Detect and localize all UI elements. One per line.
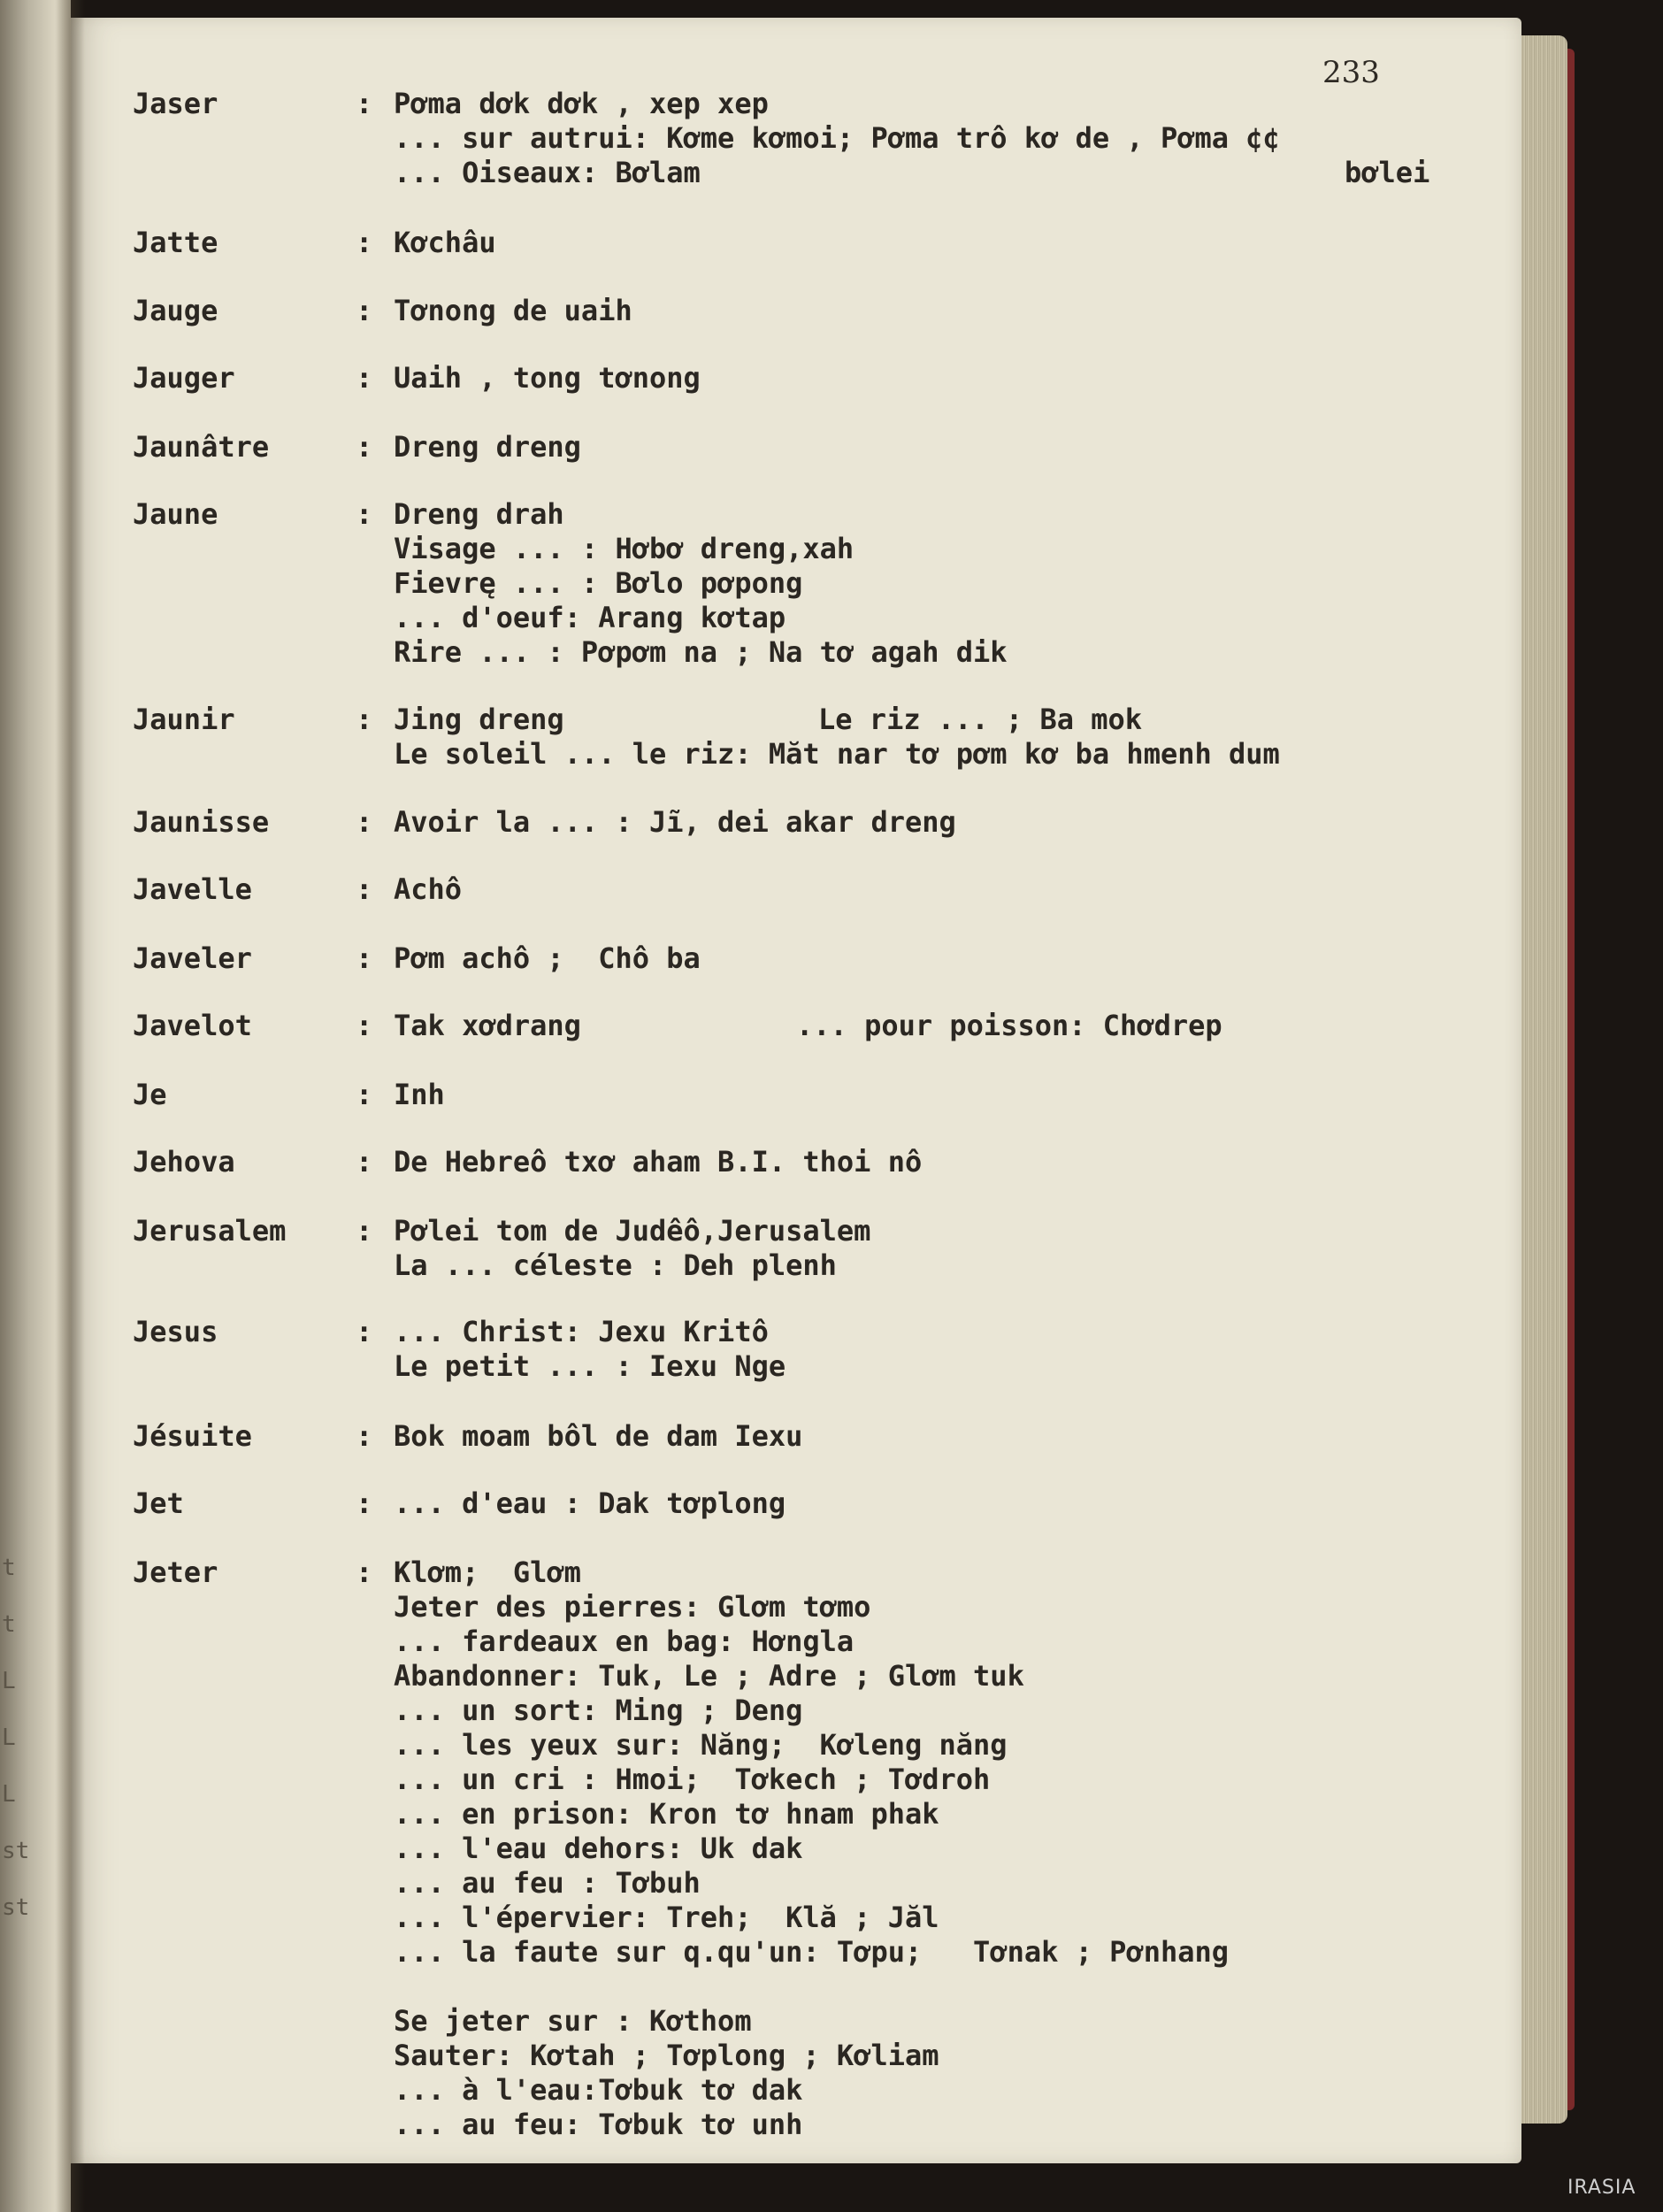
definition-line bbox=[394, 532, 1008, 566]
definition-text: ... à l'eau:Tơbuk tơ dak bbox=[394, 2073, 803, 2107]
margin-mark: L bbox=[2, 1668, 16, 1694]
definition-line bbox=[394, 1797, 1229, 1832]
entry-definitions bbox=[394, 361, 701, 396]
entry-definitions bbox=[394, 1009, 1222, 1043]
definition-text: Fievrę ... : Bơlo pơpong bbox=[394, 566, 803, 600]
entry-headword: Javeler bbox=[133, 941, 252, 975]
entry-definitions bbox=[394, 87, 1430, 190]
definition-line bbox=[394, 1419, 802, 1454]
entry-definitions bbox=[394, 941, 701, 976]
entry-headword: Jaunâtre bbox=[133, 430, 270, 464]
definition-line bbox=[394, 2108, 1229, 2142]
definition-text: ... la faute sur q.qu'un: Tơpu; Tơnak ; Pơnhang bbox=[394, 1935, 1230, 1969]
entry-definitions bbox=[394, 703, 1280, 772]
definition-text: ... d'oeuf: Arang kơtap bbox=[394, 601, 786, 634]
definition-line bbox=[394, 1009, 1222, 1043]
definition-line bbox=[394, 1935, 1229, 1970]
page-number: 233 bbox=[1322, 55, 1380, 90]
definition-line bbox=[394, 156, 1430, 190]
definition-line bbox=[394, 1901, 1229, 1935]
entry-colon: : bbox=[356, 1145, 373, 1179]
entry-headword: Jaser bbox=[133, 87, 218, 120]
definition-line bbox=[394, 1970, 1229, 2004]
definition-line bbox=[394, 805, 956, 840]
definition-line bbox=[394, 703, 1280, 737]
definition-line bbox=[394, 1832, 1229, 1866]
definition-line bbox=[394, 1659, 1229, 1694]
margin-mark: L bbox=[2, 1724, 16, 1751]
definition-line bbox=[394, 1349, 786, 1384]
entry-definitions bbox=[394, 1214, 870, 1283]
definition-line bbox=[394, 121, 1280, 156]
entry-colon: : bbox=[356, 1078, 373, 1111]
entry-definitions bbox=[394, 1486, 786, 1521]
margin-mark: t bbox=[2, 1555, 16, 1581]
definition-line bbox=[394, 1486, 786, 1521]
entry-headword: Jaune bbox=[133, 497, 218, 531]
definition-text: Pơm achô ; Chô ba bbox=[394, 941, 701, 975]
definition-line bbox=[394, 1866, 1229, 1901]
definition-text: Dreng drah bbox=[394, 497, 564, 531]
definition-text: Avoir la ... : Jĩ, dei akar dreng bbox=[394, 805, 956, 839]
entry-definitions bbox=[394, 872, 462, 907]
entry-colon: : bbox=[356, 87, 373, 120]
definition-text: ... au feu: Tơbuk tơ unh bbox=[394, 2108, 803, 2141]
definition-text: ... les yeux sur: Năng; Kơleng năng bbox=[394, 1728, 1008, 1762]
definition-line bbox=[394, 1624, 1229, 1659]
definition-line bbox=[394, 1590, 1229, 1624]
definition-text: ... l'eau dehors: Uk dak bbox=[394, 1832, 803, 1865]
entry-colon: : bbox=[356, 226, 373, 259]
entry-headword: Jésuite bbox=[133, 1419, 252, 1453]
definition-line bbox=[394, 566, 1008, 601]
entry-headword: Jaunisse bbox=[133, 805, 270, 839]
definition-line bbox=[394, 361, 701, 396]
left-margin-marks bbox=[2, 1540, 37, 1936]
definition-line bbox=[394, 1728, 1229, 1763]
entry-colon: : bbox=[356, 294, 373, 327]
definition-text: Rire ... : Pơpơm na ; Na tơ agah dik bbox=[394, 635, 1008, 669]
entry-headword: Jauge bbox=[133, 294, 218, 327]
definition-text: Dreng dreng bbox=[394, 430, 581, 464]
definition-line bbox=[394, 430, 581, 465]
definition-aside: Le riz ... ; Ba mok bbox=[818, 703, 1143, 736]
entry-headword: Jehova bbox=[133, 1145, 235, 1179]
entry-headword: Jatte bbox=[133, 226, 218, 259]
entry-colon: : bbox=[356, 1214, 373, 1248]
definition-text: Pơlei tom de Judêô,Jerusalem bbox=[394, 1214, 871, 1248]
definition-text: Pơma dơk dơk , xep xep bbox=[394, 87, 769, 120]
definition-text: La ... céleste : Deh plenh bbox=[394, 1248, 837, 1282]
definition-text: Se jeter sur : Kơthom bbox=[394, 2004, 752, 2038]
entry-colon: : bbox=[356, 805, 373, 839]
margin-mark: t bbox=[2, 1611, 16, 1638]
definition-text: De Hebreô txơ aham B.I. thoi nô bbox=[394, 1145, 923, 1179]
book-gutter bbox=[55, 0, 85, 2212]
margin-mark: st bbox=[2, 1894, 30, 1921]
entry-colon: : bbox=[356, 703, 373, 736]
entry-definitions bbox=[394, 805, 956, 840]
definition-text: Jeter des pierres: Glơm tơmo bbox=[394, 1590, 871, 1624]
definition-line bbox=[394, 294, 632, 328]
definition-line bbox=[394, 87, 1280, 121]
definition-text: ... un cri : Hmoi; Tơkech ; Tơdroh bbox=[394, 1763, 991, 1796]
definition-line bbox=[394, 2073, 1229, 2108]
definition-text: ... sur autrui: Kơme kơmoi; Pơma trô kơ de , Pơma ¢¢ bbox=[394, 121, 1280, 155]
entry-headword: Javelot bbox=[133, 1009, 252, 1042]
entry-colon: : bbox=[356, 1419, 373, 1453]
entry-headword: Jauger bbox=[133, 361, 235, 395]
definition-line bbox=[394, 737, 1280, 772]
entry-colon: : bbox=[356, 497, 373, 531]
entry-definitions bbox=[394, 1315, 786, 1384]
definition-text: ... l'épervier: Treh; Klă ; Jăl bbox=[394, 1901, 939, 1934]
definition-line bbox=[394, 1694, 1229, 1728]
definition-text: Visage ... : Hơbơ dreng,xah bbox=[394, 532, 854, 565]
margin-mark: st bbox=[2, 1838, 30, 1864]
definition-text: ... au feu : Tơbuh bbox=[394, 1866, 701, 1900]
entry-definitions bbox=[394, 430, 581, 465]
definition-text: Tơnong de uaih bbox=[394, 294, 632, 327]
entry-colon: : bbox=[356, 1555, 373, 1589]
definition-line bbox=[394, 1078, 445, 1112]
definition-text: ... Christ: Jexu Kritô bbox=[394, 1315, 769, 1348]
entry-colon: : bbox=[356, 361, 373, 395]
entry-headword: Jerusalem bbox=[133, 1214, 287, 1248]
entry-colon: : bbox=[356, 1315, 373, 1348]
definition-line bbox=[394, 1555, 1229, 1590]
definition-line bbox=[394, 872, 462, 907]
definition-line bbox=[394, 1315, 786, 1349]
entry-headword: Je bbox=[133, 1078, 167, 1111]
entry-colon: : bbox=[356, 1009, 373, 1042]
entry-headword: Jeter bbox=[133, 1555, 218, 1589]
definition-text: Inh bbox=[394, 1078, 445, 1111]
definition-text: Kơchâu bbox=[394, 226, 496, 259]
definition-text: ... Oiseaux: Bơlam bbox=[394, 156, 701, 189]
definition-text: Uaih , tong tơnong bbox=[394, 361, 701, 395]
definition-text: Le petit ... : Iexu Nge bbox=[394, 1349, 786, 1383]
entry-definitions bbox=[394, 1145, 922, 1179]
entry-definitions bbox=[394, 294, 632, 328]
definition-text: Jing dreng bbox=[394, 703, 564, 736]
entry-colon: : bbox=[356, 1486, 373, 1520]
entry-headword: Jet bbox=[133, 1486, 184, 1520]
entry-definitions bbox=[394, 226, 496, 260]
entry-definitions bbox=[394, 1555, 1229, 2142]
entry-headword: Javelle bbox=[133, 872, 252, 906]
margin-mark: L bbox=[2, 1781, 16, 1808]
definition-text: ... en prison: Kron tơ hnam phak bbox=[394, 1797, 939, 1831]
book-cover-edge bbox=[1567, 49, 1575, 2110]
entry-definitions bbox=[394, 497, 1008, 670]
definition-text: Klơm; Glơm bbox=[394, 1555, 581, 1589]
definition-line bbox=[394, 497, 1008, 532]
entry-headword: Jesus bbox=[133, 1315, 218, 1348]
definition-line bbox=[394, 635, 1008, 670]
definition-line bbox=[394, 2004, 1229, 2039]
definition-line bbox=[394, 601, 1008, 635]
definition-text: ... fardeaux en bag: Hơngla bbox=[394, 1624, 854, 1658]
watermark: IRASIA bbox=[1567, 2177, 1636, 2199]
entry-headword: Jaunir bbox=[133, 703, 235, 736]
definition-line bbox=[394, 1248, 870, 1283]
definition-line bbox=[394, 1145, 922, 1179]
page-stack-edge bbox=[1521, 35, 1567, 2124]
definition-line bbox=[394, 1214, 870, 1248]
definition-aside: ... pour poisson: Chơdrep bbox=[796, 1009, 1222, 1042]
definition-text: ... un sort: Ming ; Deng bbox=[394, 1694, 803, 1727]
entry-definitions bbox=[394, 1419, 802, 1454]
definition-line bbox=[394, 2039, 1229, 2073]
definition-text: Achô bbox=[394, 872, 463, 906]
entry-colon: : bbox=[356, 941, 373, 975]
definition-line bbox=[394, 941, 701, 976]
definition-text: Bok moam bôl de dam Iexu bbox=[394, 1419, 803, 1453]
definition-text: ... d'eau : Dak tơplong bbox=[394, 1486, 786, 1520]
definition-text: Le soleil ... le riz: Măt nar tơ pơm kơ ba hmenh dum bbox=[394, 737, 1280, 771]
definition-text: Tak xơdrang bbox=[394, 1009, 581, 1042]
definition-text: Abandonner: Tuk, Le ; Adre ; Glơm tuk bbox=[394, 1659, 1024, 1693]
entry-colon: : bbox=[356, 430, 373, 464]
definition-aside: bơlei bbox=[1345, 156, 1430, 189]
entry-colon: : bbox=[356, 872, 373, 906]
definition-line bbox=[394, 226, 496, 260]
entry-definitions bbox=[394, 1078, 445, 1112]
definition-text: Sauter: Kơtah ; Tơplong ; Kơliam bbox=[394, 2039, 939, 2072]
definition-line bbox=[394, 1763, 1229, 1797]
